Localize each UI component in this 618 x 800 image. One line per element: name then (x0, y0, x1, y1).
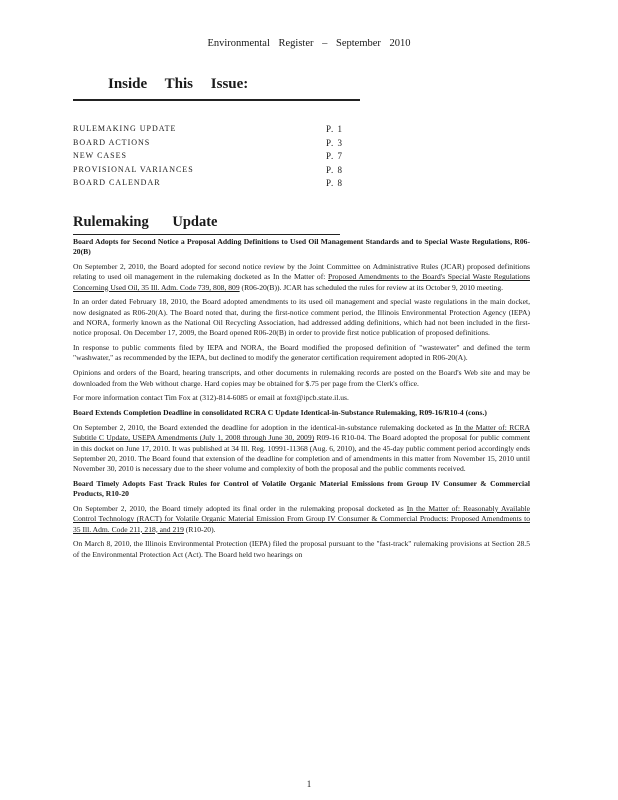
article-paragraph (73, 423, 530, 474)
paragraph-text: R09-16 R10-04. The Board adopted the proposal for public comment in this docket on June 17, 2010. It was published at 34 Ill. Reg. 10991-11368 (Aug. 6, 2010), and the 45-day public comment period accordingly ends September 20, 2010. The Board found that extension of the deadline for completion and of amendments in this matter from November 15, 2010 until November 30, 2010 is necessary due to the sheer volume and complexity of both the proposal and the public comments received. (73, 433, 530, 474)
paragraph-text: (R10-20). (185, 524, 216, 534)
section-rule (73, 234, 340, 235)
article-body (73, 237, 530, 565)
paragraph-text: On September 2, 2010, the Board extended the deadline for adoption in the identical-in-substance rulemaking docketed as (73, 422, 453, 432)
case-citation-link[interactable]: Proposed Amendments to the Board's Special Waste Regulations Concerning Used Oil, 35 Ill. Adm. Code 739, 808, 809 (73, 272, 530, 292)
table-of-contents (73, 124, 343, 192)
article-paragraph: On March 8, 2010, the Illinois Environmental Protection (IEPA) filed the proposal pursuant to the "fast-track" rulemaking provisions at Section 28.5 of the Environmental Protection Act (Act). The Board held two hearings on (73, 539, 530, 559)
article-paragraph: In response to public comments filed by IEPA and NORA, the Board modified the proposed definition of "wastewater" and defined the term "washwater," as recommended by the IEPA, but declined to modify the generator certification requirement adopted in R06-20(A). (73, 343, 530, 363)
contact-paragraph: For more information contact Tim Fox at (312)-814-6085 or email at foxt@ipcb.state.il.us. (73, 393, 349, 403)
toc-page: P. 8 (325, 178, 343, 189)
running-header: Environmental Register – September 2010 (207, 38, 411, 49)
article-headline: Board Extends Completion Deadline in consolidated RCRA C Update Identical-in-Substance Rulemaking, R09-16/R10-4 (cons.) (73, 408, 487, 418)
paragraph-text: (R06-20(B)). JCAR has scheduled the rules for review at its October 9, 2010 meeting. (241, 282, 504, 292)
toc-page: P. 8 (325, 164, 343, 175)
article-headline: Board Timely Adopts Fast Track Rules for Control of Volatile Organic Material Emissions from Group IV Consumer & Commercial Products, R10-20 (73, 478, 530, 499)
toc-page: P. 1 (325, 124, 343, 134)
toc-item[interactable] (73, 165, 343, 179)
toc-label: RULEMAKING UPDATE (73, 124, 177, 133)
article-paragraph (73, 504, 530, 535)
toc-item[interactable] (73, 138, 343, 152)
paragraph-text: On September 2, 2010, the Board adopted for second notice review by the Joint Committee on Administrative Rules (JCAR) proposed definitions relating to used oil management in the rulemaking docketed as In the Matter of: (73, 262, 530, 282)
toc-page: P. 7 (325, 151, 343, 162)
paragraph-text: On September 2, 2010, the Board timely adopted its final order in the rulemaking proposal docketed as (73, 504, 404, 514)
toc-label: BOARD CALENDAR (73, 178, 161, 188)
toc-item[interactable] (73, 124, 343, 138)
toc-label: NEW CASES (73, 151, 127, 161)
article-headline: Board Adopts for Second Notice a Proposal Adding Definitions to Used Oil Management Standards and to Special Waste Regulations, R06-20(B) (73, 237, 530, 257)
case-citation-link[interactable]: In the Matter of: RCRA Subtitle C Update, USEPA Amendments (July 1, 2008 through June 30, 2009) (73, 422, 530, 443)
page-number: 1 (306, 779, 312, 789)
section-title: Rulemaking Update (73, 214, 218, 230)
case-citation-link[interactable]: In the Matter of: Reasonably Available Control Technology (RACT) for Volatile Organic Material Emission From Group IV Consumer & Commercial Products: Proposed Amendments to 35 Ill. Adm. Code 211, 218, and 219 (73, 504, 530, 534)
toc-page: P. 3 (325, 137, 343, 148)
toc-label: BOARD ACTIONS (73, 137, 151, 147)
toc-item[interactable] (73, 178, 343, 192)
inside-this-issue-heading: Inside This Issue: (108, 76, 249, 92)
toc-label: PROVISIONAL VARIANCES (73, 164, 194, 174)
article-paragraph: Opinions and orders of the Board, hearing transcripts, and other documents in rulemaking records are posted on the Board's Web site and may be downloaded from the Web without charge. Hard copies may be obtained for $.75 per page from the Clerk's office. (73, 368, 530, 388)
heading-rule (73, 99, 360, 101)
article-paragraph: In an order dated February 18, 2010, the Board adopted amendments to its used oil management and special waste regulations in the main docket, now designated as R06-20(A). The Board noted that, during the first-notice comment period, the Illinois Environmental Protection Agency (IEPA) and NORA, formerly known as the National Oil Recycling Association, had addressed adding definitions, which had not been included in the first-notice proposal. On December 17, 2009, the Board opened R06-20(B) in order to provide first notice publication of proposed definitions. (73, 297, 530, 338)
article-paragraph (73, 262, 530, 293)
toc-item[interactable] (73, 151, 343, 165)
